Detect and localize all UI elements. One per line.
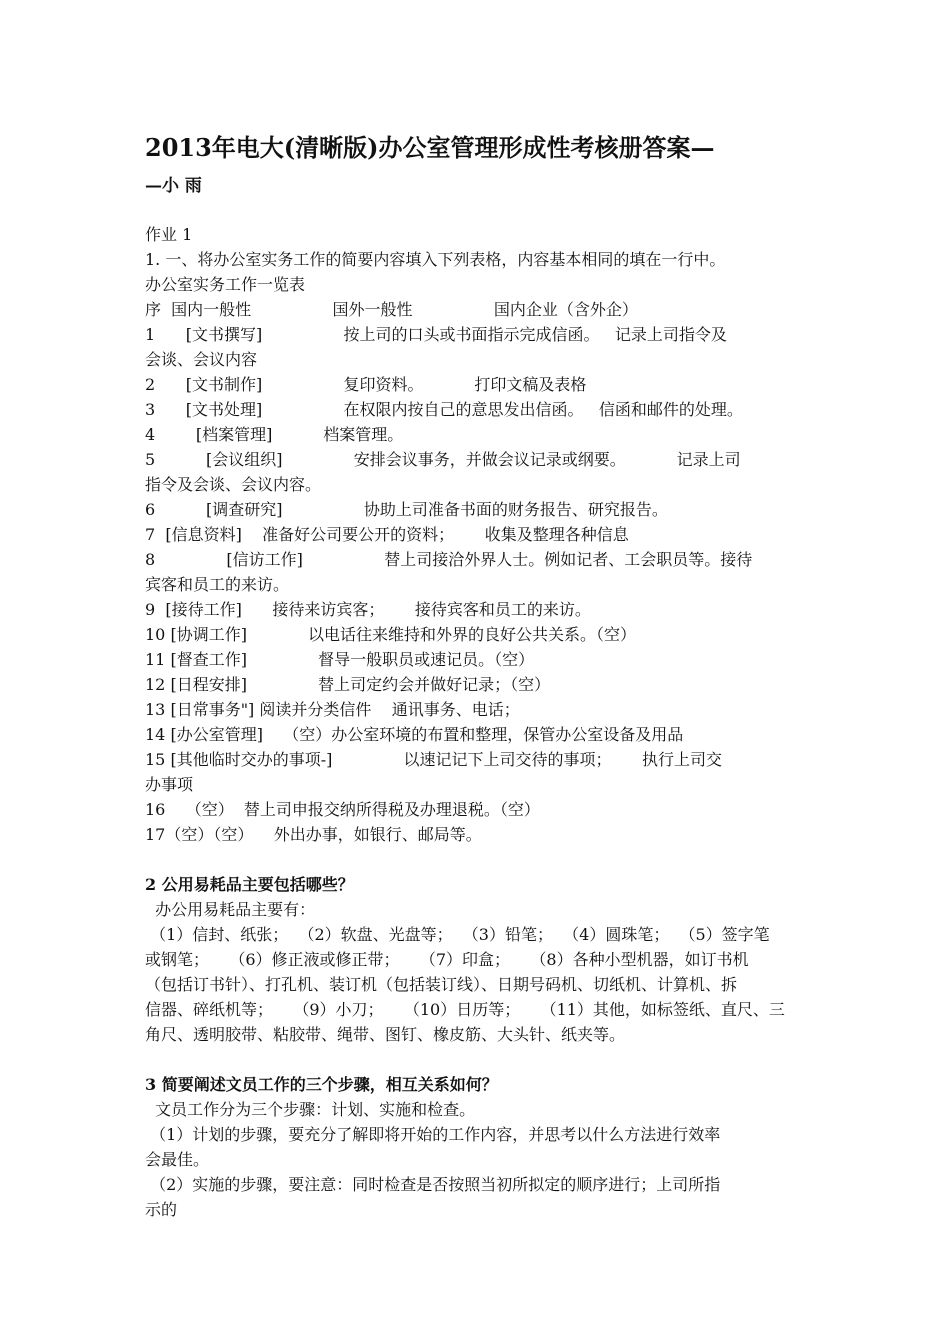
- text-line: 15 [其他临时交办的事项-] 以速记记下上司交待的事项； 执行上司交: [145, 750, 723, 769]
- text-line: 1. 一、将办公室实务工作的简要内容填入下列表格，内容基本相同的填在一行中。: [145, 250, 726, 269]
- text-line: 文员工作分为三个步骤：计划、实施和检查。: [145, 1100, 476, 1119]
- text-line: 办事项: [145, 775, 194, 794]
- text-line: 12 [日程安排] 替上司定约会并做好记录；（空）: [145, 675, 551, 694]
- text-line: 16 （空） 替上司申报交纳所得税及办理退税。（空）: [145, 800, 540, 819]
- text-line: 17（空）（空） 外出办事，如银行、邮局等。: [145, 825, 482, 844]
- text-line: 会最佳。: [145, 1150, 210, 1169]
- document-body: [145, 222, 820, 1222]
- text-line: 3 [文书处理] 在权限内按自己的意思发出信函。 信函和邮件的处理。: [145, 400, 743, 419]
- text-line: 指令及会谈、会议内容。: [145, 475, 322, 494]
- text-line: 13 [日常事务"] 阅读并分类信件 通讯事务、电话；: [145, 700, 520, 719]
- text-line: 4 [档案管理] 档案管理。: [145, 425, 404, 444]
- section-heading: 2 公用易耗品主要包括哪些？: [145, 875, 354, 894]
- text-line: 14 [办公室管理] （空）办公室环境的布置和整理，保管办公室设备及用品: [145, 725, 684, 744]
- text-line: （2）实施的步骤，要注意：同时检查是否按照当初所拟定的顺序进行；上司所指: [145, 1175, 721, 1194]
- section-heading: 3 简要阐述文员工作的三个步骤，相互关系如何？: [145, 1075, 498, 1094]
- text-line: 6 [调查研究] 协助上司准备书面的财务报告、研究报告。: [145, 500, 668, 519]
- text-line: 7 [信息资料] 准备好公司要公开的资料； 收集及整理各种信息: [145, 525, 629, 544]
- text-line: 2 [文书制作] 复印资料。 打印文稿及表格: [145, 375, 587, 394]
- document-author: —小 雨: [145, 176, 202, 196]
- text-line: 办公用易耗品主要有：: [145, 900, 316, 919]
- blank-line: [145, 847, 820, 872]
- text-line: 序 国内一般性 国外一般性 国内企业（含外企）: [145, 300, 638, 319]
- text-line: （1）计划的步骤，要充分了解即将开始的工作内容，并思考以什么方法进行效率: [145, 1125, 721, 1144]
- text-line: （1）信封、纸张； （2）软盘、光盘等； （3）铅笔； （4）圆珠笔； （5）签字笔: [145, 925, 770, 944]
- text-line: 9 [接待工作] 接待来访宾客； 接待宾客和员工的来访。: [145, 600, 591, 619]
- text-line: 5 [会议组织] 安排会议事务，并做会议记录或纲要。 记录上司: [145, 450, 741, 469]
- text-line: 作业 1: [145, 225, 193, 244]
- text-line: 示的: [145, 1200, 178, 1219]
- blank-line: [145, 1047, 820, 1072]
- text-line: 会谈、会议内容: [145, 350, 258, 369]
- text-line: 8 [信访工作] 替上司接洽外界人士。例如记者、工会职员等。接待: [145, 550, 753, 569]
- text-line: 办公室实务工作一览表: [145, 275, 306, 294]
- text-line: （包括订书针）、打孔机、装订机（包括装订线）、日期号码机、切纸机、计算机、拆: [145, 975, 738, 994]
- text-line: 信器、碎纸机等； （9）小刀； （10）日历等； （11）其他，如标签纸、直尺、三: [145, 1000, 785, 1019]
- text-line: 角尺、透明胶带、粘胶带、绳带、图钉、橡皮筋、大头针、纸夹等。: [145, 1025, 626, 1044]
- text-line: 1 [文书撰写] 按上司的口头或书面指示完成信函。 记录上司指令及: [145, 325, 727, 344]
- text-line: 10 [协调工作] 以电话往来维持和外界的良好公共关系。（空）: [145, 625, 636, 644]
- document-title: 2013年电大(清晰版)办公室管理形成性考核册答案—: [145, 133, 715, 162]
- text-line: 11 [督查工作] 督导一般职员或速记员。（空）: [145, 650, 535, 669]
- text-line: 宾客和员工的来访。: [145, 575, 290, 594]
- text-line: 或钢笔； （6）修正液或修正带； （7）印盒； （8）各种小型机器，如订书机: [145, 950, 749, 969]
